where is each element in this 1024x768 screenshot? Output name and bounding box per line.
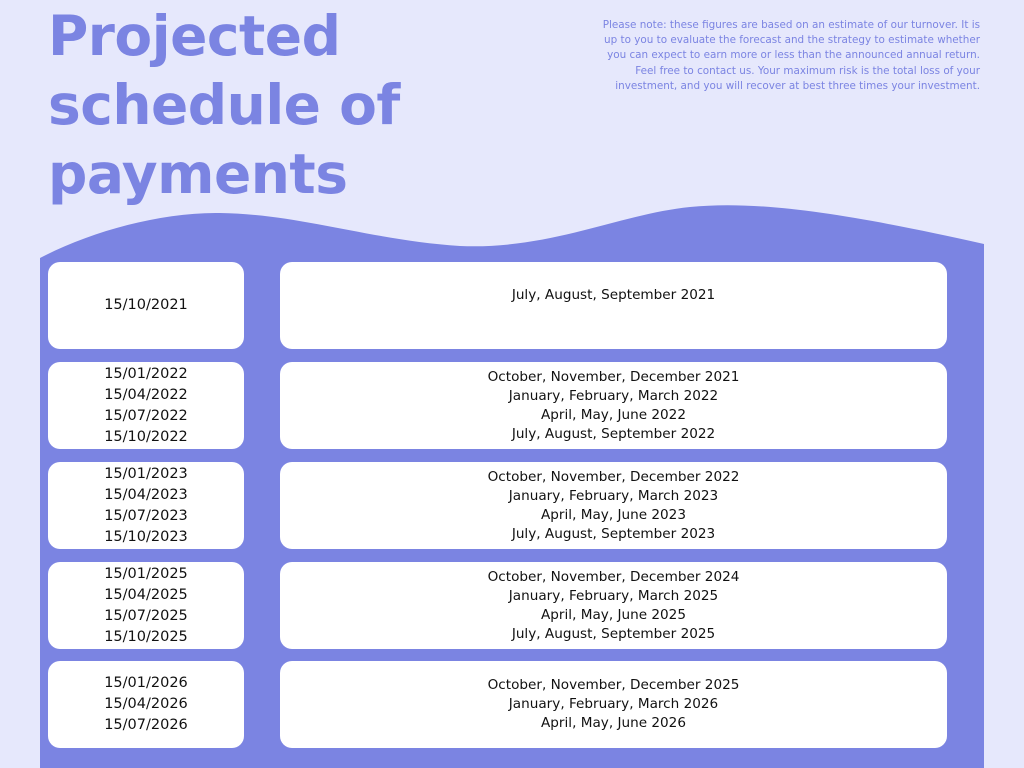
disclaimer-note: Please note: these figures are based on an estimate of our turnover. It is up to you to evaluate the forecast and the strategy to estimate whether you can expect to earn more or less than the announced annual return. Feel free to contact us. Your maximum risk is the total loss of your investment, and you will recover at best three times your investment. [602,19,980,92]
payment-date: 15/04/2025 [104,586,188,603]
period-label: October, November, December 2024 [487,568,740,585]
payment-dates-box [48,661,244,748]
period-label: January, February, March 2022 [508,387,719,404]
period-box [280,661,947,748]
payment-date: 15/01/2026 [104,675,188,691]
payment-dates-box [48,262,244,349]
payment-date: 15/04/2026 [104,696,188,712]
schedule-row [48,562,947,649]
schedule-row [48,661,947,748]
period-label: July, August, September 2025 [511,625,716,642]
payment-date: 15/10/2022 [104,428,188,445]
period-box [280,262,947,349]
payment-date: 15/04/2022 [104,386,188,403]
schedule-row [48,462,947,549]
period-label: October, November, December 2021 [487,368,740,385]
title-line: schedule of [48,73,400,137]
title-line: Projected [48,4,341,68]
payment-date: 15/07/2026 [104,717,188,733]
period-label: January, February, March 2026 [508,696,719,712]
period-label: July, August, September 2023 [511,525,716,542]
title-line: payments [48,142,348,206]
period-label: July, August, September 2021 [511,287,716,303]
page-title [48,2,400,209]
payment-dates-box [48,362,244,449]
payment-date: 15/01/2023 [104,465,188,482]
period-label: July, August, September 2022 [511,425,716,442]
payment-date: 15/01/2022 [104,365,188,382]
period-label: April, May, June 2023 [541,506,686,523]
period-label: January, February, March 2023 [508,487,719,504]
period-box [280,462,947,549]
payment-dates-box [48,562,244,649]
payment-date: 15/07/2025 [104,607,188,624]
payment-dates-box [48,462,244,549]
payment-date: 15/04/2023 [104,486,188,503]
payment-date: 15/10/2021 [104,297,188,313]
period-label: April, May, June 2022 [541,406,686,423]
period-label: April, May, June 2025 [541,606,686,623]
period-label: October, November, December 2025 [487,677,740,693]
schedule-row [48,362,947,449]
payment-date: 15/01/2025 [104,565,188,582]
schedule-row [48,262,947,349]
period-label: April, May, June 2026 [541,715,686,731]
period-label: January, February, March 2025 [508,587,719,604]
payment-date: 15/10/2025 [104,628,188,645]
payment-date: 15/10/2023 [104,528,188,545]
period-box [280,362,947,449]
payment-date: 15/07/2023 [104,507,188,524]
payment-date: 15/07/2022 [104,407,188,424]
period-box [280,562,947,649]
period-label: October, November, December 2022 [487,468,740,485]
